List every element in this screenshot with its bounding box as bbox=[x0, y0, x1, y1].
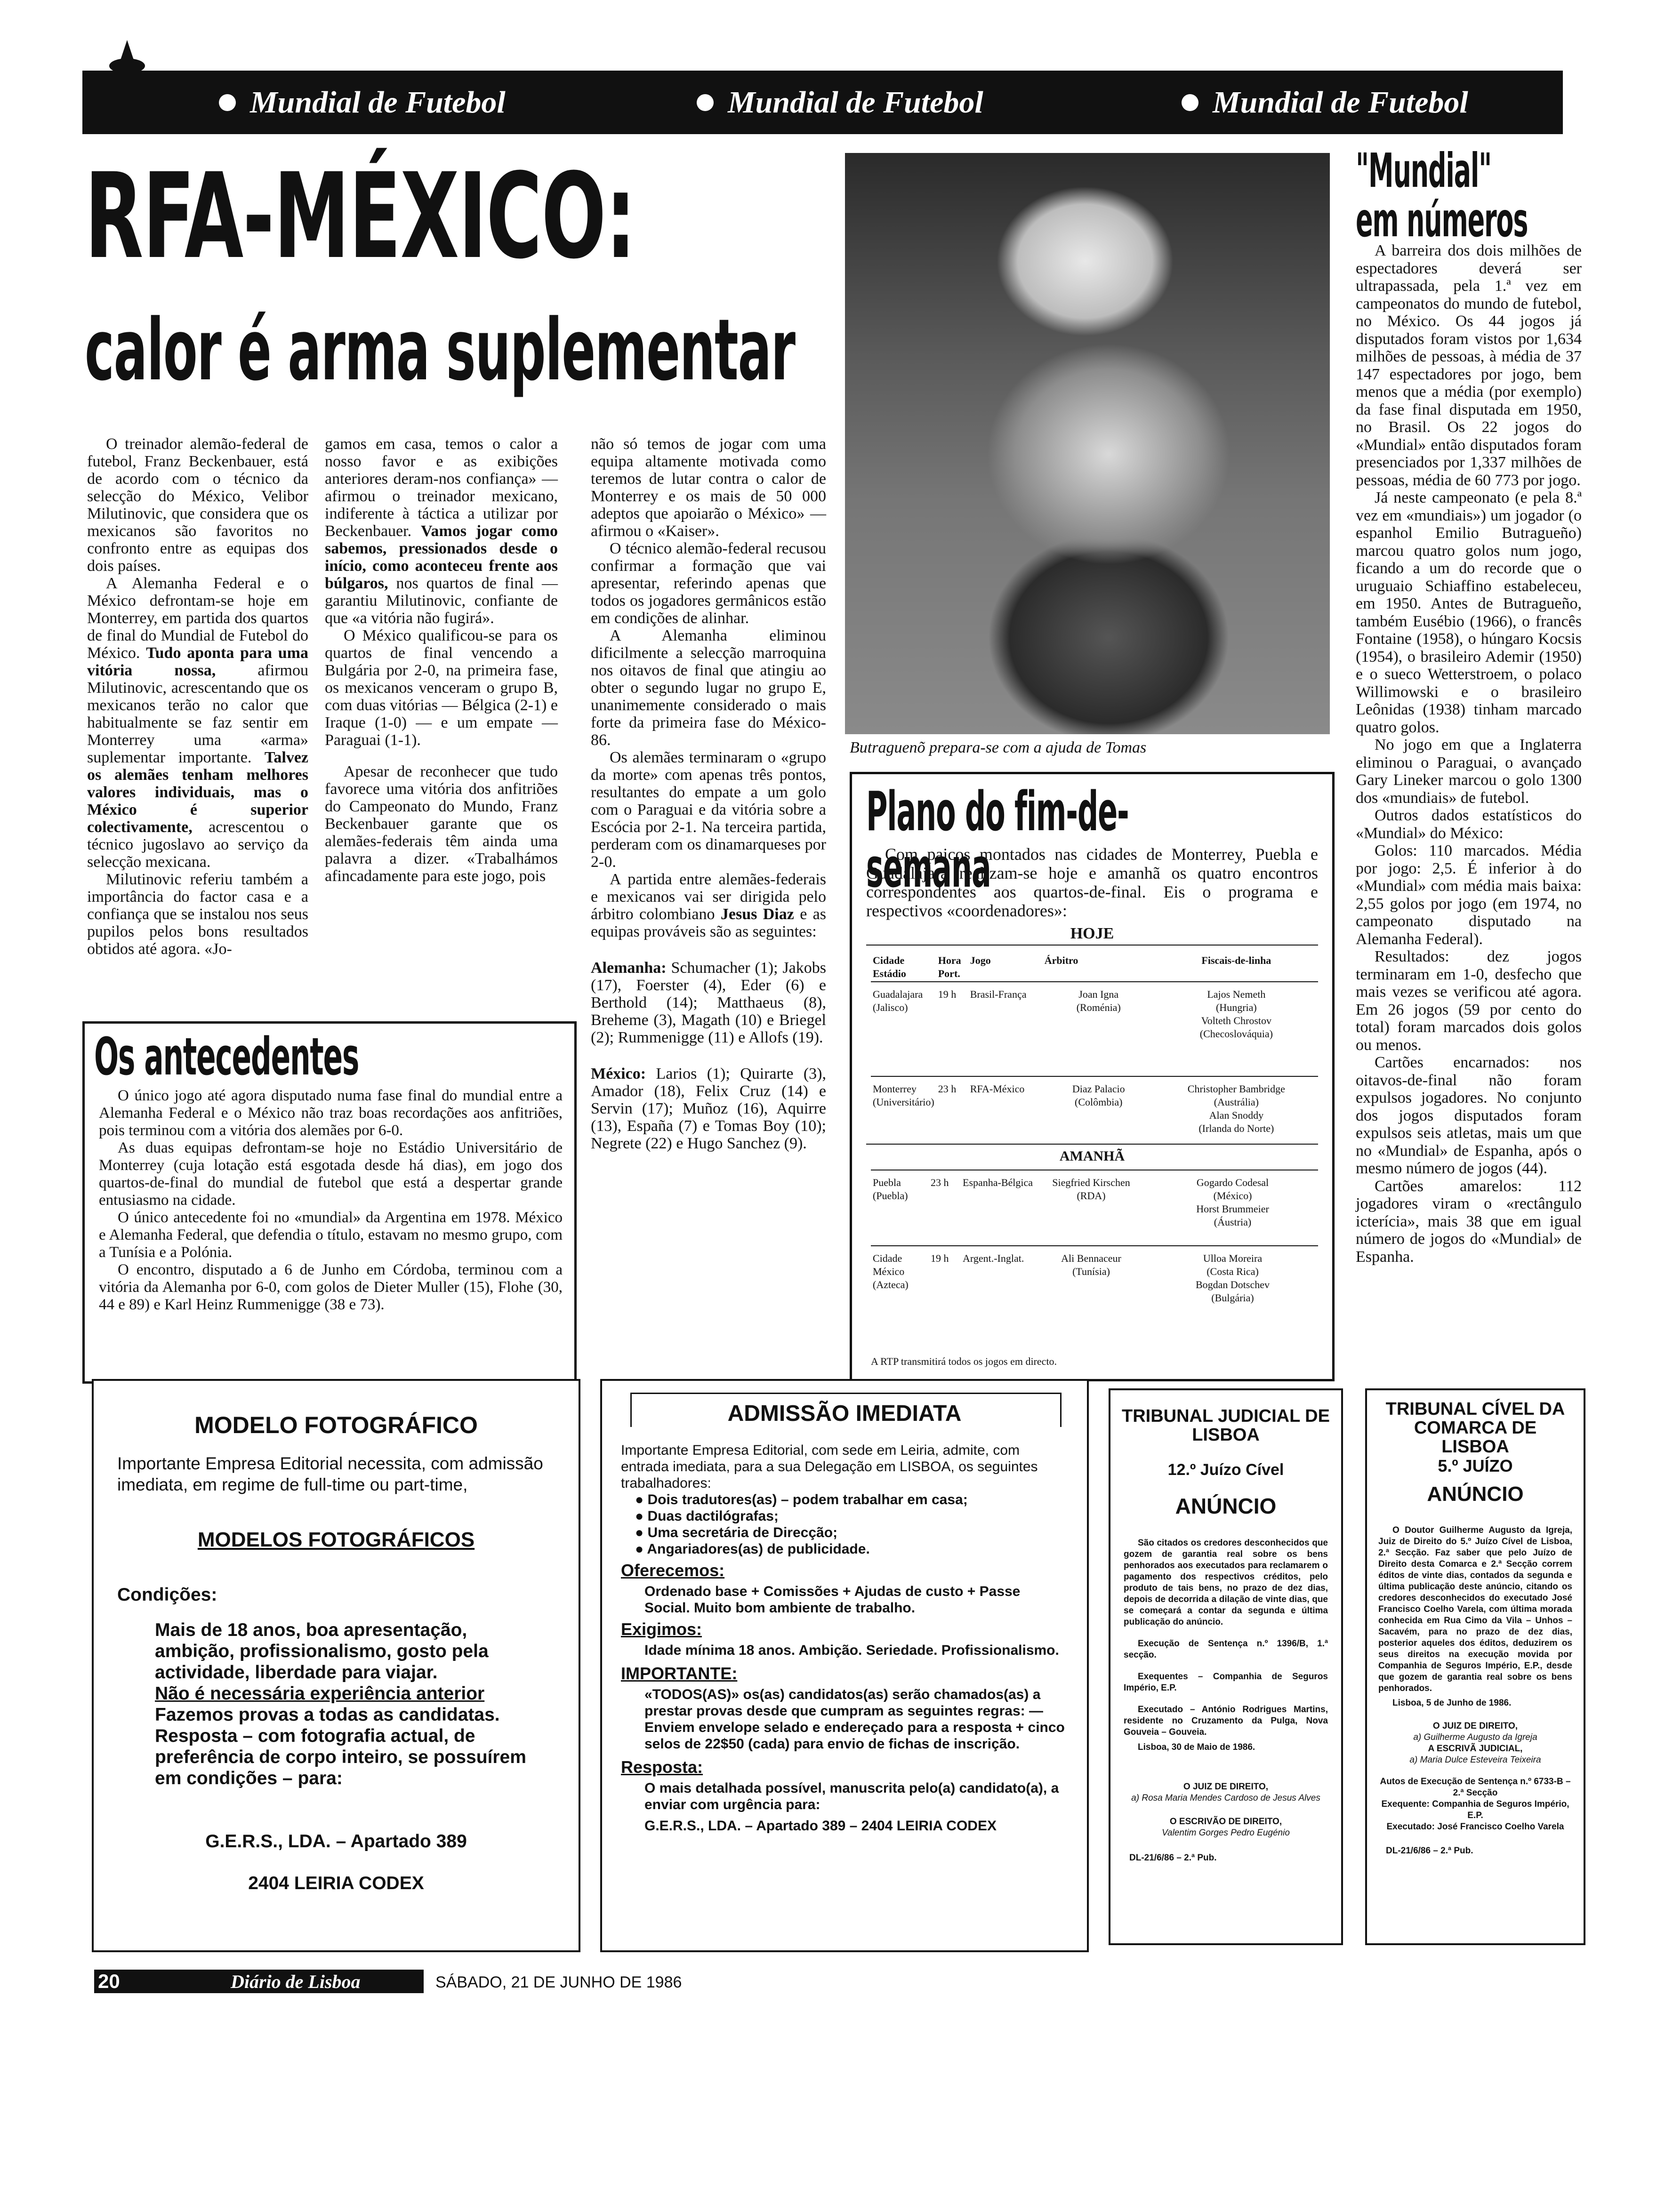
ad2-offer-label: Oferecemos: bbox=[621, 1561, 725, 1580]
ad3-ref: DL-21/6/86 – 2.ª Pub. bbox=[1129, 1853, 1217, 1863]
amanha-label: AMANHÃ bbox=[1059, 1148, 1125, 1164]
ad1-condition: Mais de 18 anos, boa apresentação, ambição, profissionalismo, gosto pela actividade, liberdade para viajar. bbox=[155, 1620, 489, 1683]
antecedentes-text bbox=[99, 1087, 563, 1314]
bullet-icon bbox=[219, 94, 236, 111]
numeros-paragraph: Outros dados estatísticos do «Mundial» do México: bbox=[1356, 807, 1582, 842]
ad2-address: G.E.R.S., LDA. – Apartado 389 – 2404 LEIRIA CODEX bbox=[644, 1818, 997, 1834]
ad2-title: ADMISSÃO IMEDIATA bbox=[727, 1401, 962, 1426]
hoje-label: HOJE bbox=[1070, 925, 1114, 942]
ad3-text: Exequentes – Companhia de Seguros Império, E.P. bbox=[1124, 1672, 1328, 1693]
newspaper-name: Diário de Lisboa bbox=[231, 1971, 361, 1992]
issue-date: SÁBADO, 21 DE JUNHO DE 1986 bbox=[435, 1973, 682, 1991]
article-paragraph: Os alemães terminaram o «grupo da morte» com apenas três pontos, resultantes do empate a um golo com o Paraguai e da vitória sobre a Escócia por 2-1. Na terceira partida, perderam com os dinamarqueses por 2-0. bbox=[591, 749, 826, 871]
ad2-position: ● Uma secretária de Direcção; bbox=[635, 1525, 838, 1540]
numeros-title-2: em números bbox=[1356, 192, 1528, 248]
ad3-text: Executado – António Rodrigues Martins, residente no Cruzamento da Pulga, Nova Gouveia – Gouveia. bbox=[1124, 1705, 1328, 1737]
schedule-table-hoje bbox=[871, 953, 1318, 1152]
schedule-table-amanha bbox=[871, 1170, 1318, 1306]
numeros-sidebar bbox=[1356, 143, 1582, 1266]
article-column-2 bbox=[325, 435, 558, 885]
numeros-paragraph: Cartões encarnados: nos oitavos-de-final não foram expulsos jogadores. No conjunto dos jogos disputados foram expulsos seis atletas, mais um que no «Mundial» de Espanha, após o mesmo número de jogos (44). bbox=[1356, 1054, 1582, 1177]
ad-tribunal-civel bbox=[1365, 1388, 1585, 1945]
lineup-mexico: México: Larios (1); Quirarte (3), Amador (18), Felix Cruz (14) e Servin (17); Muñoz (16), Aquirre (13), España (7) e Tomas Boy (10); Negrete (22) e Hugo Sanchez (9). bbox=[591, 1065, 827, 1152]
ad2-positions bbox=[621, 1491, 1068, 1557]
article-paragraph: Apesar de reconhecer que tudo favorece uma vitória dos anfitriões do Campeonato do Mundo, Franz Beckenbauer garante que os alemães-federais têm ainda uma palavra a dizer. «Trabalhámos afincadamente para este jogo, pois bbox=[325, 763, 558, 885]
rtp-note: A RTP transmitirá todos os jogos em directo. bbox=[871, 1355, 1057, 1367]
numeros-text bbox=[1356, 242, 1582, 1266]
ad1-title: MODELO FOTOGRÁFICO bbox=[194, 1412, 478, 1438]
ad3-text: São citados os credores desconhecidos que gozem de garantia real sobre os bens penhorados aos executados para reclamarem o pagamento dos respectivos créditos, pelo produto de tais bens, no prazo de dez dias, depois de decorrida a dilação de vinte dias, que se começará a contar da segunda e última publicação do anúncio. bbox=[1124, 1538, 1328, 1627]
numeros-paragraph: No jogo em que a Inglaterra eliminou o Paraguai, o avançado Gary Lineker marcou o golo 1300 dos «mundiais» de futebol. bbox=[1356, 736, 1582, 807]
ad2-body bbox=[621, 1442, 1068, 1834]
ad4-title: TRIBUNAL CÍVEL DA COMARCA DE LISBOA bbox=[1385, 1399, 1565, 1457]
ad4-date: Lisboa, 5 de Junho de 1986. bbox=[1392, 1698, 1512, 1708]
section-banner bbox=[82, 71, 1563, 134]
antecedentes-box bbox=[82, 1021, 577, 1384]
ad3-text: Execução de Sentença n.º 1396/B, 1.ª secção. bbox=[1124, 1639, 1328, 1660]
article-column-3 bbox=[591, 435, 826, 1152]
banner-label-3: Mundial de Futebol bbox=[1182, 71, 1468, 134]
ad1-conditions bbox=[155, 1619, 550, 1789]
ad2-resp-label: Resposta: bbox=[621, 1757, 703, 1777]
photo-caption: Butraguenõ prepara-se com a ajuda de Tomas bbox=[850, 739, 1147, 756]
schedule-header: Cidade Estádio Hora Port. Jogo Árbitro Fiscais-de-linha bbox=[873, 954, 1271, 979]
schedule-row: Cidade México (Azteca) 19 h Argent.-Inglat. Ali Bennaceur (Tunísia) Ulloa Moreira (Costa Rica) Bogdan Dotschev (Bulgária) bbox=[873, 1252, 1270, 1304]
numeros-paragraph: Golos: 110 marcados. Média por jogo: 2,5. É inferior à do «Mundial» com média mais baixa: 2,55 golos por jogo (em 1974, no campeonato disputado na Alemanha Federal). bbox=[1356, 842, 1582, 948]
ad1-condition: Não é necessária experiência anterior bbox=[155, 1683, 485, 1704]
bullet-icon bbox=[697, 94, 714, 111]
numeros-paragraph: A barreira dos dois milhões de espectadores deverá ser ultrapassada, pela 1.ª vez em campeonatos do mundo de futebol, no México. Os 44 jogos já disputados foram vistos por 1,634 milhões de pessoas, à média de 37 147 espectadores por jogo, bem menos que a média (por exemplo) da fase final disputada em 1950, no Brasil. Os 22 jogos do «Mundial» então disputados foram presenciados por 1,337 milhões de pessoas, média de 60 773 por jogo. bbox=[1356, 242, 1582, 489]
antecedentes-paragraph: O único jogo até agora disputado numa fase final do mundial entre a Alemanha Federal e o México não traz boas recordações aos anfitriões, pois terminou com a vitória dos alemães por 6-0. bbox=[99, 1087, 563, 1139]
ad1-conditions-label: Condições: bbox=[117, 1585, 217, 1605]
ad4-ref: DL-21/6/86 – 2.ª Pub. bbox=[1386, 1846, 1473, 1856]
ad4-subtitle: 5.º JUÍZO bbox=[1438, 1456, 1513, 1475]
schedule-row: Guadalajara (Jalisco) 19 h Brasil-França Joan Igna (Roménia) Lajos Nemeth (Hungria) Volteth Chrostov (Checoslováquia) bbox=[873, 988, 1273, 1040]
article-paragraph: A Alemanha Federal e o México defrontam-se hoje em Monterrey, em partida dos quartos de final do Mundial de Futebol do México. Tudo aponta para uma vitória nossa, afirmou Milutinovic, acrescentando que os mexicanos terão no calor que habitualmente se faz sentir em Monterrey uma «arma» suplementar importante. Talvez os alemães tenham melhores valores individuais, mas o México é superior colectivamente, acrescentou o técnico jugoslavo ao serviço da selecção mexicana. bbox=[87, 575, 309, 871]
numeros-title-1: "Mundial" bbox=[1356, 143, 1492, 198]
antecedentes-paragraph: O único antecedente foi no «mundial» da Argentina em 1978. México e Alemanha Federal, que defendia o título, estavam no mesmo grupo, com a Tunísia e a Polónia. bbox=[99, 1209, 563, 1261]
article-paragraph: O México qualificou-se para os quartos de final vencendo a Bulgária por 2-0, na primeira fase, os mexicanos venceram o grupo B, com duas vitórias — Bélgica (2-1) e Iraque (1-0) — e um empate — Paraguai (1-1). bbox=[325, 627, 558, 749]
ad1-address-2: 2404 LEIRIA CODEX bbox=[248, 1873, 424, 1893]
butragueno-photo bbox=[845, 153, 1330, 734]
article-paragraph: A Alemanha eliminou dificilmente a selecção marroquina nos oitavos de final que atingiu ao obter o segundo lugar no grupo E, unanimemente considerado o mais forte da primeira fase do México-86. bbox=[591, 627, 826, 749]
schedule-row: Monterrey (Universitário) 23 h RFA-México Diaz Palacio (Colômbia) Christopher Bambridge (Austrália) Alan Snoddy (Irlanda do Norte) bbox=[873, 1083, 1285, 1134]
ad2-position: ● Duas dactilógrafas; bbox=[635, 1508, 779, 1524]
article-paragraph: A partida entre alemães-federais e mexicanos vai ser dirigida pelo árbitro colombiano Jesus Diaz e as equipas prováveis são as seguintes: bbox=[591, 871, 827, 940]
article-paragraph: O treinador alemão-federal de futebol, Franz Beckenbauer, está de acordo com o técnico da selecção do México, Velibor Milutinovic, que considera que os mexicanos são favoritos no confronto entre as equipas dos dois países. bbox=[87, 435, 308, 575]
ad1-condition: Fazemos provas a todas as candidatas. bbox=[155, 1705, 500, 1725]
ad2-imp: «TODOS(AS)» os(as) candidatos(as) serão chamados(as) a prestar provas desde que cumpram as seguintes regras: — Enviem envelope selado e endereçado para a resposta + cinco selos de 22$50 (cada) para envio de fichas de inscrição. bbox=[644, 1687, 1065, 1752]
numeros-paragraph: Já neste campeonato (e pela 8.ª vez em «mundiais») um jogador (o espanhol Emilio Butragueño) marcou quatro golos num jogo, ficando a um do recorde que o uruguaio Schiaffino estabeleceu, em 1950. Antes de Butragueño, também Eusébio (1966), o francês Fontaine (1958), o húngaro Kocsis (1954), o brasileiro Ademir (1950) e o sueco Wetterstroem, o polaco Willimowski e o brasileiro Leônidas (1938) tinham marcado quatro golos. bbox=[1356, 489, 1582, 736]
ad3-subtitle: 12.º Juízo Cível bbox=[1167, 1461, 1284, 1479]
page-number: 20 bbox=[98, 1970, 120, 1992]
plano-title: Plano do fim-de-semana bbox=[866, 780, 1129, 900]
numeros-paragraph: Cartões amarelos: 112 jogadores viram o «rectângulo icterícia», mais 38 que em igual número de jogos do «Mundial» de Espanha. bbox=[1356, 1177, 1582, 1266]
banner-label-1: Mundial de Futebol bbox=[219, 71, 506, 134]
headline-line2: calor é arma suplementar bbox=[85, 301, 795, 400]
ad2-position: ● Angariadores(as) de publicidade. bbox=[635, 1541, 870, 1557]
antecedentes-paragraph: As duas equipas defrontam-se hoje no Estádio Universitário de Monterrey (cuja lotação está esgotada desde há dias), em jogo dos quartos-de-final do mundial de futebol que está a despertar grande entusiasmo na cidade. bbox=[99, 1139, 563, 1209]
lineup-germany: Alemanha: Schumacher (1); Jakobs (17), Foerster (4), Eder (6) e Berthold (14); Matthaeus (8), Breheme (3), Magath (10) e Briegel (2); Rummenigge (11) e Allofs (19). bbox=[591, 959, 827, 1046]
article-paragraph: O técnico alemão-federal recusou confirmar a formação que vai apresentar, referindo apenas que todos os jogadores germânicos estão em condições de alinhar. bbox=[591, 540, 826, 627]
antecedentes-title: Os antecedentes bbox=[94, 1026, 359, 1087]
ad3-signatures: O JUIZ DE DIREITO, a) Rosa Maria Mendes Cardoso de Jesus Alves O ESCRIVÃO DE DIREITO, Valentim Gorges Pedro Eugénio bbox=[1131, 1782, 1320, 1838]
plano-box bbox=[850, 772, 1335, 1381]
ad4-body: O Doutor Guilherme Augusto da Igreja, Juiz de Direito do 5.º Juízo Cível de Lisboa, 2.ª Secção. Faz saber que pelo Juízo de Direito desta Comarca e 2.ª Secção correm éditos de vinte dias, contados da segunda e última publicação deste anúncio, citando os credores desconhecidos do executado José Francisco Coelho Varela, com última morada conhecida em Rua Cimo da Vila – Unhos – Sacavém, para no prazo de dez dias, posterior aqueles dos éditos, deduzirem os seus direitos na execução movida por Companhia de Seguros Império, E.P., desde que gozem de garantia real sobre os bens penhorados. bbox=[1378, 1525, 1572, 1693]
schedule-row: Puebla (Puebla) 23 h Espanha-Bélgica Siegfried Kirschen (RDA) Gogardo Codesal (México) Horst Brummeier (Áustria) bbox=[873, 1177, 1269, 1228]
ad3-text: Lisboa, 30 de Maio de 1986. bbox=[1138, 1742, 1255, 1752]
ad-admissao-imediata bbox=[600, 1379, 1089, 1952]
headline-line1: RFA-MÉXICO: bbox=[85, 148, 635, 285]
ad4-anuncio: ANÚNCIO bbox=[1427, 1483, 1524, 1506]
ad-tribunal-judicial bbox=[1109, 1388, 1343, 1945]
divider bbox=[866, 945, 1318, 946]
ad1-condition: Resposta – com fotografia actual, de preferência de corpo inteiro, se possuírem em condições – para: bbox=[155, 1726, 526, 1788]
ad-modelo-fotografico bbox=[92, 1379, 580, 1952]
ad1-intro: Importante Empresa Editorial necessita, com admissão imediata, em regime de full-time ou part-time, bbox=[117, 1454, 543, 1494]
ad1-address-1: G.E.R.S., LDA. – Apartado 389 bbox=[205, 1831, 467, 1851]
ad3-title: TRIBUNAL JUDICIAL DE LISBOA bbox=[1122, 1406, 1330, 1445]
article-column-1 bbox=[87, 435, 308, 958]
ad2-imp-label: IMPORTANTE: bbox=[621, 1664, 738, 1683]
divider bbox=[866, 1144, 1318, 1145]
banner-label-2: Mundial de Futebol bbox=[697, 71, 983, 134]
article-paragraph: gamos em casa, temos o calor a nosso favor e as exibições anteriores deram-nos confiança» — afirmou o treinador mexicano, indiferente à táctica a utilizar por Beckenbauer. Vamos jogar como sabemos, pressionados desde o início, como aconteceu frente aos búlgaros, nos quartos de final — garantiu Milutinovic, confiante de que «a vitória não fugirá». bbox=[325, 435, 558, 627]
article-paragraph: Milutinovic referiu também a importância do factor casa e a confiança que se instalou nos seus pupilos pelos bons resultados obtidos até agora. «Jo- bbox=[87, 871, 308, 958]
ad3-body bbox=[1124, 1538, 1328, 1753]
article-paragraph: não só temos de jogar com uma equipa altamente motivada como teremos de lutar contra o calor de Monterrey e os mais de 50 000 adeptos que apoiarão o México» — afirmou o «Kaiser». bbox=[591, 435, 826, 540]
numeros-paragraph: Resultados: dez jogos terminaram em 1-0, desfecho que mais vezes se verificou até agora. Em 26 jogos (59 por cento do total) foram marcados dois golos ou menos. bbox=[1356, 948, 1582, 1054]
ad2-position: ● Dois tradutores(as) – podem trabalhar em casa; bbox=[635, 1492, 968, 1507]
ad2-offer: Ordenado base + Comissões + Ajudas de custo + Passe Social. Muito bom ambiente de trabalho. bbox=[644, 1584, 1021, 1616]
ad2-resp: O mais detalhada possível, manuscrita pelo(a) candidato(a), a enviar com urgência para: bbox=[644, 1780, 1059, 1812]
plano-intro: Com paicos montados nas cidades de Monterrey, Puebla e Guadalajara realizam-se hoje e amanhã os quatro encontros correspondentes aos quartos-de-final. Eis o programa e respectivos «coordenadores»: bbox=[866, 845, 1318, 920]
ad1-subtitle: MODELOS FOTOGRÁFICOS bbox=[197, 1528, 475, 1551]
ad2-req: Idade mínima 18 anos. Ambição. Seriedade. Profissionalismo. bbox=[644, 1643, 1059, 1658]
ad3-anuncio: ANÚNCIO bbox=[1175, 1494, 1277, 1518]
ad4-signatures: O JUIZ DE DIREITO, a) Guilherme Augusto da Igreja A ESCRIVÃ JUDICIAL, a) Maria Dulce Esteveira Teixeira Autos de Execução de Sentença n.º 6733-B – 2.ª Secção Exequente: Companhia de Seguros Império, E.P. Executado: José Francisco Coelho Varela bbox=[1380, 1721, 1571, 1832]
ad2-intro: Importante Empresa Editorial, com sede em Leiria, admite, com entrada imediata, para a sua Delegação em LISBOA, os seguintes trabalhadores: bbox=[621, 1443, 1038, 1491]
antecedentes-paragraph: O encontro, disputado a 6 de Junho em Córdoba, terminou com a vitória da Alemanha por 6-0, com golos de Dieter Muller (15), Flohe (30, 44 e 89) e Karl Heinz Rummenigge (38 e 73). bbox=[99, 1261, 563, 1313]
ad2-req-label: Exigimos: bbox=[621, 1619, 702, 1639]
bullet-icon bbox=[1182, 94, 1199, 111]
